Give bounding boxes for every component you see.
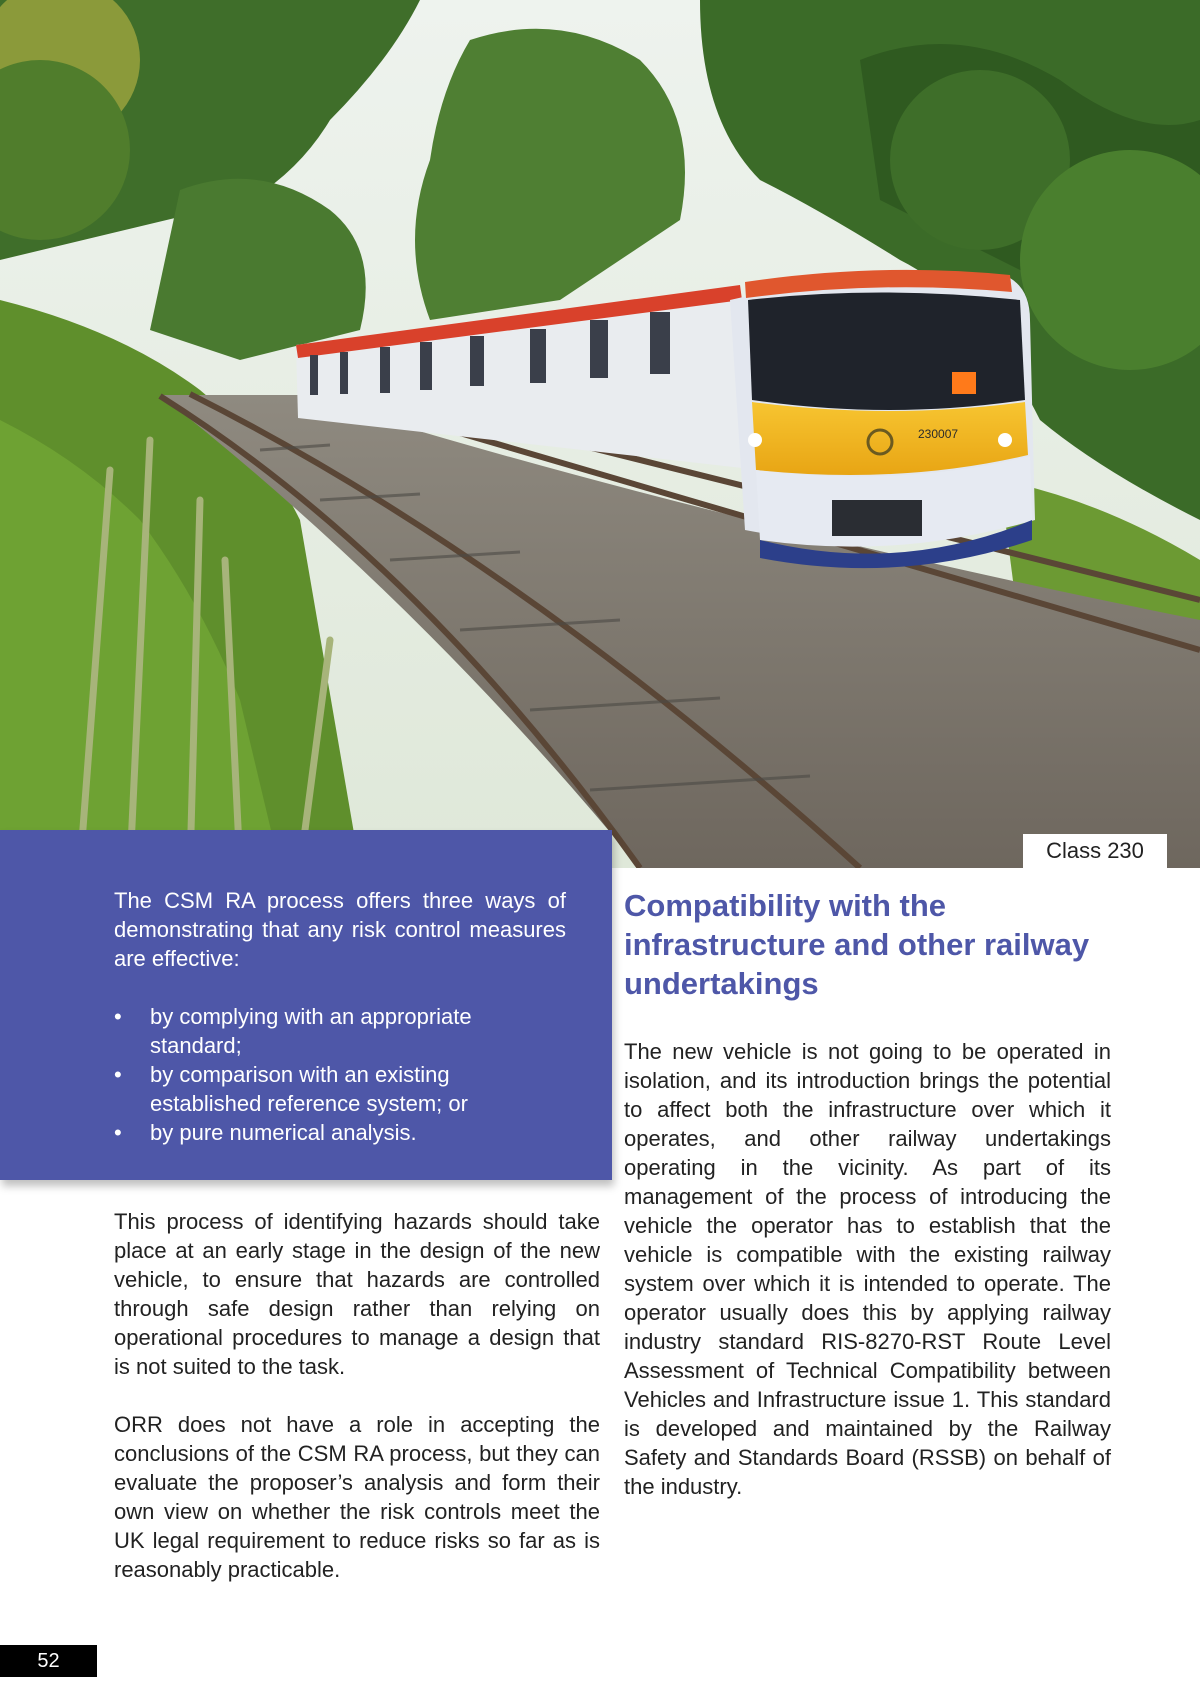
photo-caption: Class 230 [1023,834,1167,868]
section-heading: Compatibility with the infrastructure and other railway undertakings [624,888,1090,1001]
paragraph-hazard-identification: This process of identifying hazards should take place at an early stage in the design of the new vehicle, to ensure that hazards are controlled through safe design rather than relying on operational procedures to manage a design that is not suited to the task. [114,1209,600,1379]
csm-ra-callout [0,830,612,1180]
list-item: • by comparison with an existing established reference system; or [114,1062,468,1116]
paragraph-compatibility: The new vehicle is not going to be operated in isolation, and its introduction brings the potential to affect both the infrastructure over which it operates, and other railway undertakings operating in the vicinity. As part of its management of the process of introducing the vehicle the operator has to establish that the vehicle is compatible with the existing railway system over which it is intended to operate. The operator usually does this by applying railway industry standard RIS-8270-RST Route Level Assessment of Technical Compatibility between Vehicles and Infrastructure issue 1. This standard is developed and maintained by the Railway Safety and Standards Board (RSSB) on behalf of the industry. [624,1039,1111,1499]
bullet-icon: • [114,1120,122,1145]
bullet-icon: • [114,1062,122,1087]
unit-number: 230007 [918,427,959,441]
list-item: • by complying with an appropriate standard; [114,1004,472,1058]
callout-bullet-list [114,1002,566,1147]
right-column [624,886,1111,1501]
bullet-icon: • [114,1004,122,1029]
left-column [114,1207,600,1613]
callout-intro: The CSM RA process offers three ways of demonstrating that any risk control measures are effective: [114,888,566,971]
paragraph-orr-role: ORR does not have a role in accepting the conclusions of the CSM RA process, but they can evaluate the proposer’s analysis and form their own view on whether the risk controls meet the UK legal requirement to reduce risks so far as is reasonably practicable. [114,1412,600,1582]
page-number: 52 [0,1645,97,1677]
list-item: • by pure numerical analysis. [114,1120,417,1145]
